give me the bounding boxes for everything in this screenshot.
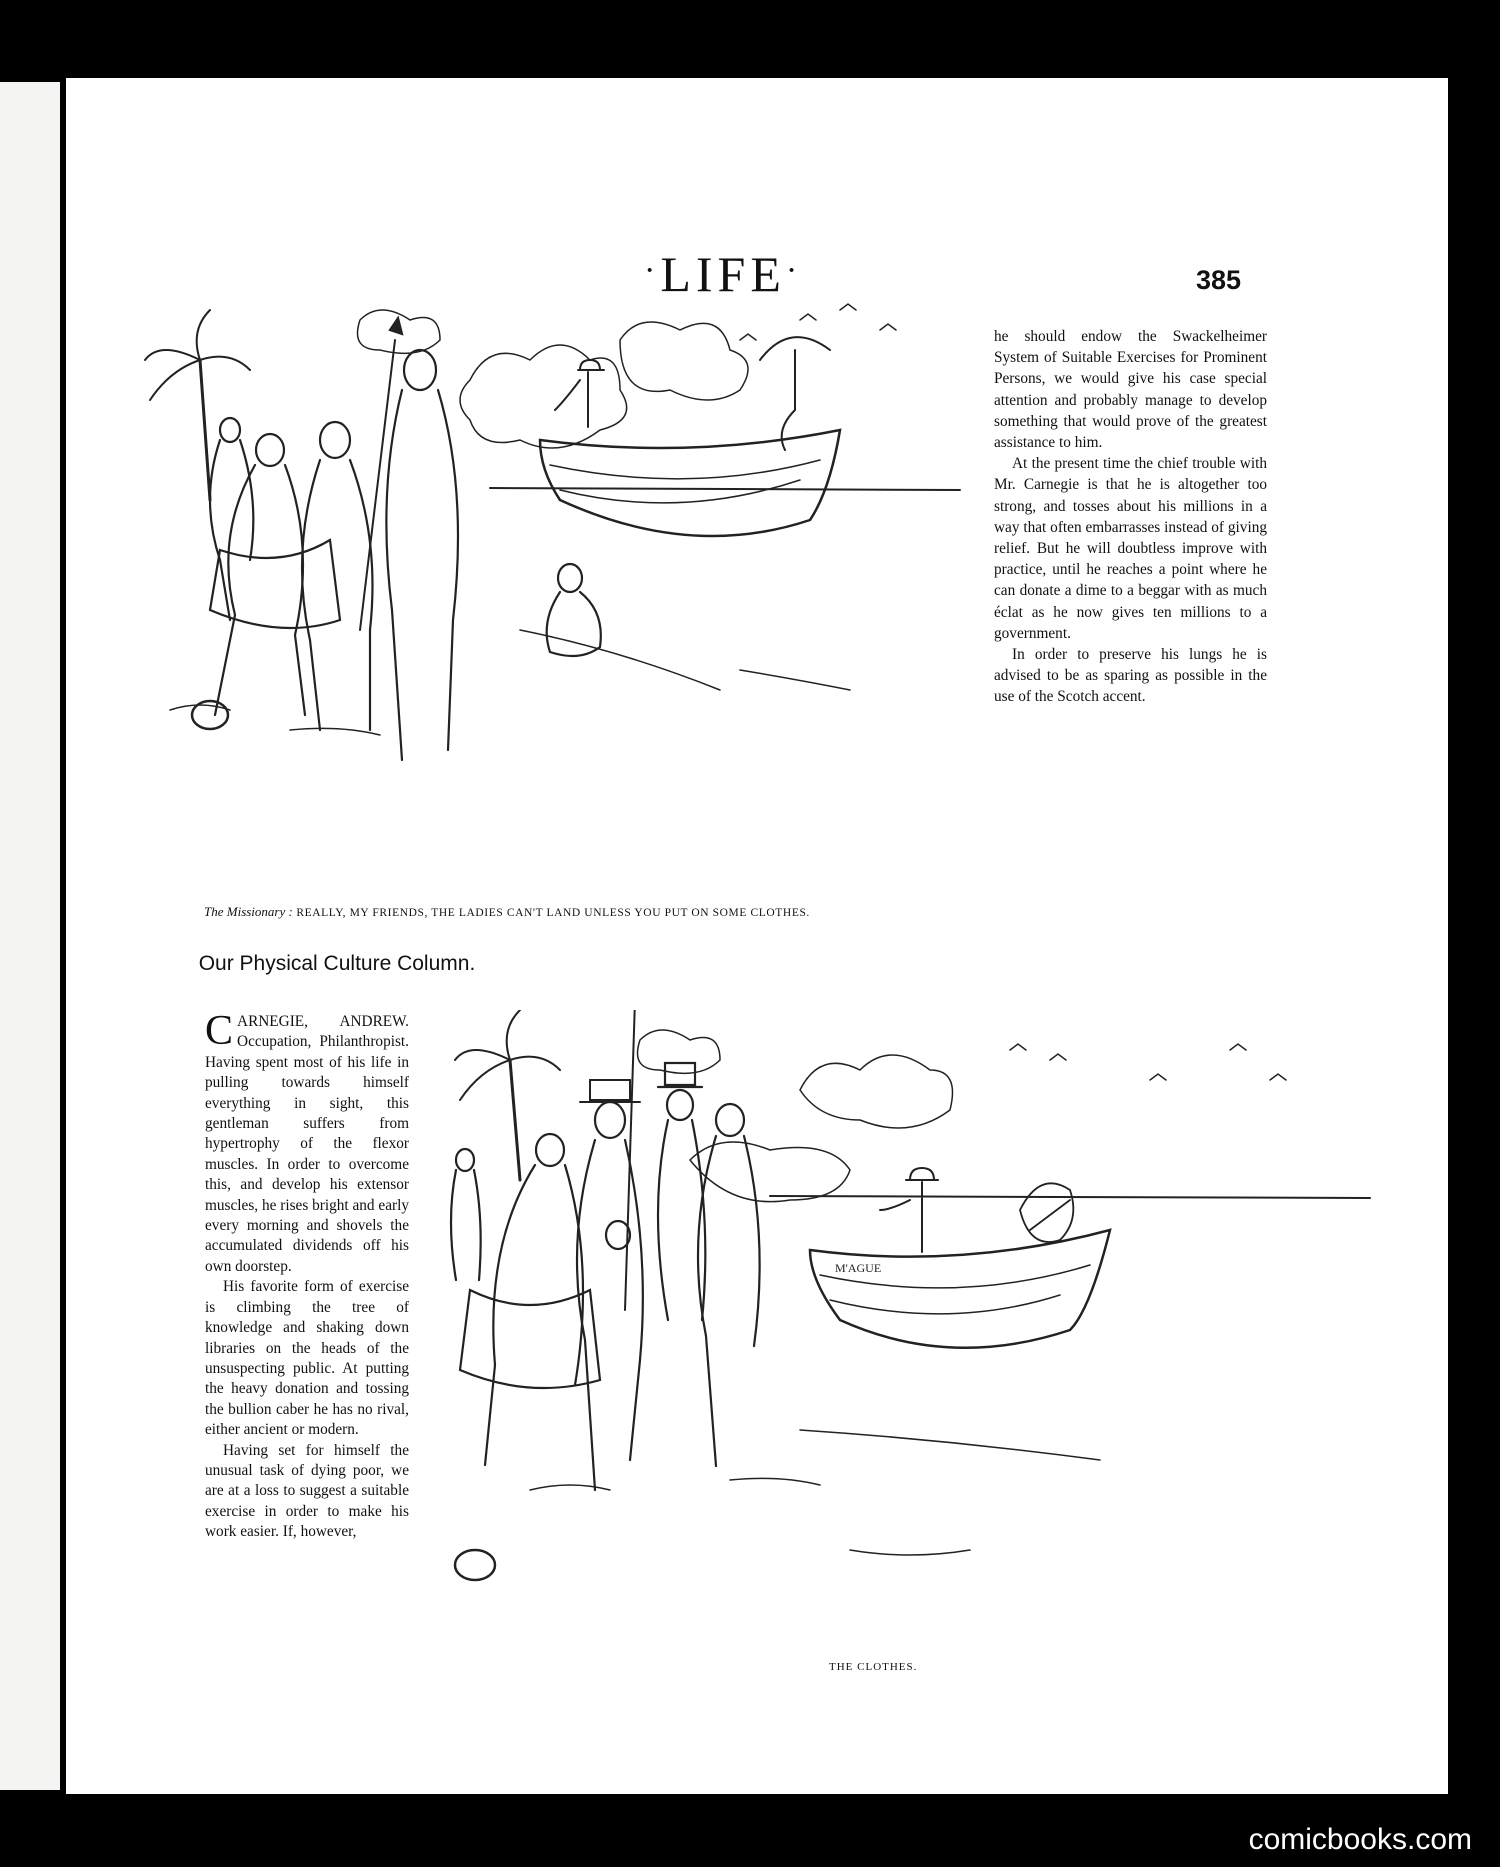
- masthead-dot-left: ·: [644, 252, 661, 289]
- column-title: Our Physical Culture Column.: [198, 952, 476, 975]
- right-paragraph-3: In order to preserve his lungs he is advised to be as sparing as possible in the use of the Scotch accent.: [994, 646, 1267, 706]
- left-paragraph-3: Having set for himself the unusual task of dying poor, we are at a loss to suggest a suitable exercise in order to make his work easier. If, however,: [205, 1441, 409, 1541]
- caption-speaker: The Missionary :: [204, 904, 293, 919]
- left-paragraph-1: [205, 1008, 409, 1277]
- cartoon-bottom-caption: THE CLOTHES.: [829, 1661, 918, 1673]
- cartoon-bottom-illustration: [430, 1010, 1390, 1610]
- drop-cap: C: [205, 1008, 234, 1054]
- right-paragraph-2: At the present time the chief trouble with Mr. Carnegie is that he is altogether too strong, and tosses about his millions in a way that often embarrasses instead of giving relief. But he will doubtless improve with practice, until he reaches a point where he can donate a dime to a beggar with as much éclat as he now gives ten millions to a government.: [994, 455, 1267, 642]
- left-paragraph-1-text: ARNEGIE, ANDREW. Occupation, Philanthropist. Having spent most of his life in pulling towards himself everything in sight, this gentleman suffers from hypertrophy of the flexor muscles. In order to overcome this, and develop his extensor muscles, he rises bright and early every morning and shovels the accumulated dividends off his own doorstep.: [205, 1013, 409, 1275]
- masthead-dot-right: ·: [785, 252, 803, 289]
- watermark: comicbooks.com: [1248, 1823, 1472, 1856]
- cartoon-top-illustration: [140, 300, 1000, 900]
- boat-label-bottom: M'AGUE: [835, 1261, 882, 1275]
- left-paragraph-2: His favorite form of exercise is climbing the tree of knowledge and shaking down libraries on the heads of the unsuspecting public. At putting the heavy donation and tossing the bullion caber he has no rival, either ancient or modern.: [205, 1278, 409, 1439]
- right-paragraph-1: he should endow the Swackelheimer System of Suitable Exercises for Prominent Persons, we would give his case special attention and probably manage to develop something that would prove of the greatest assistance to him.: [994, 328, 1267, 452]
- left-column: [205, 1008, 409, 1543]
- page-number: 385: [1196, 265, 1242, 295]
- masthead: [644, 245, 802, 303]
- caption-text: REALLY, MY FRIENDS, THE LADIES CAN'T LAND UNLESS YOU PUT ON SOME CLOTHES.: [296, 907, 810, 919]
- right-column: [994, 326, 1267, 708]
- adjacent-page-edge: [0, 82, 60, 1790]
- masthead-title: LIFE: [660, 246, 786, 302]
- cartoon-top-caption: [204, 904, 810, 920]
